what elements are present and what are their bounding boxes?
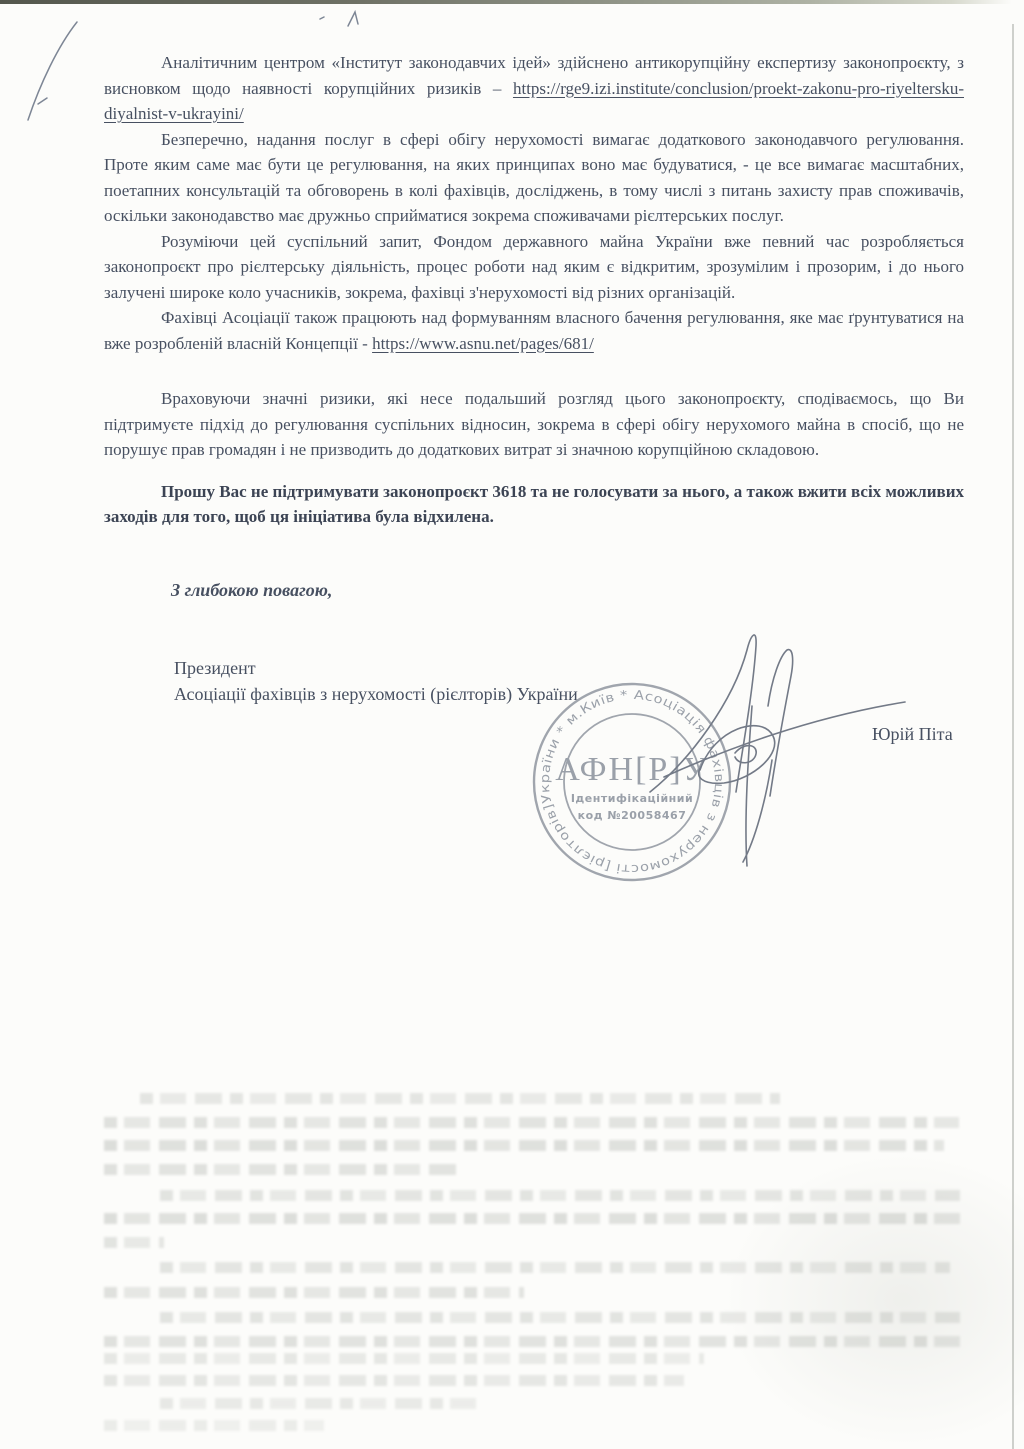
paragraph-association-text: Фахівці Асоціації також працюють над формуванням власного бачення регулювання, яке має ґрунтуватися на вже розробленій власній Концепції - [104,308,964,353]
scan-top-edge-artifact [0,0,1012,4]
concept-url-link: https://www.asnu.net/pages/681/ [372,333,594,353]
paragraph-analysis [104,50,964,127]
bleed-through-line [160,1262,950,1273]
bleed-through-line [160,1312,960,1323]
signature-stroke-innerloop [735,746,756,763]
stamp-acronym: АФН[Р]У [555,751,709,788]
letter-body [104,50,964,707]
paragraph-association-concept [104,305,964,356]
bleed-through-line [104,1237,164,1248]
bleed-through-line [104,1420,324,1431]
paragraph-analysis-text: Аналітичним центром «Інститут законодавчих ідей» здійснено антикорупційну експертизу законопроєкту, з висновком щодо наявності корупційних ризиків – [104,53,964,98]
bleed-through-line [104,1213,962,1224]
bleed-through-line [160,1398,480,1409]
paragraph-request-bold: Прошу Вас не підтримувати законопроєкт 3618 та не голосувати за нього, а також вжити всіх можливих заходів для того, щоб ця ініціатива була відхилена. [104,481,964,526]
paragraph-fund-draft: Розуміючи цей суспільний запит, Фондом державного майна України вже певний час розробляється законопроєкт про рієлтерську діяльність, процес роботи над яким є відкритим, зрозумілим і прозорим, і до нього залучені широке коло учасників, зокрема, фахівці з'нерухомості від різних організацій. [104,231,964,302]
pen-caret-mark [348,12,358,26]
signer-name: Юрій Піта [872,724,953,744]
bleed-through-line [104,1164,464,1175]
conclusion-url-link: https://rge9.izi.institute/conclusion/proekt-zakonu-pro-riyeltersku-diyalnist-v-ukrayini/ [104,78,964,123]
signature-stroke-tail1 [746,706,752,866]
bleed-through-line [104,1117,959,1128]
bleed-through-line [104,1375,684,1386]
association-round-stamp [528,678,736,886]
bleed-through-line [104,1140,944,1151]
bleed-through-line [104,1287,524,1298]
bleed-through-line [104,1353,704,1364]
signer-title-line2: Асоціації фахівців з нерухомості (рієлторів) України [174,684,578,704]
bleed-through-line [140,1093,780,1104]
paragraph-risks: Враховуючи значні ризики, які несе подальший розгляд цього законопроєкту, сподіваємось, що Ви підтримуєте підхід до регулювання суспільних відносин, зокрема в сфері обігу нерухомого майна в спосіб, що не порушує прав громадян і не призводить до додаткових витрат зі значною корупційною складовою. [104,389,964,459]
stamp-id-code: код №20058467 [577,809,687,822]
pen-stroke-tick [38,98,47,104]
pen-dot-mark [320,17,324,19]
stamp-id-label: Ідентифікаційний [570,792,694,805]
pen-stroke-diagonal [28,22,77,120]
stamp-ring-text: України * м.Київ * Асоціація фахівців з нерухомості [рієлторів] [536,686,728,878]
bleed-through-line [160,1190,960,1201]
scan-right-edge-artifact [1012,24,1014,1449]
paragraph-regulation-need: Безперечно, надання послуг в сфері обігу нерухомості вимагає додаткового законодавчого регулювання. Проте яким саме має бути це регулювання, на яких принципах воно має будуватися, - це все вимагає масштабних, поетапних консультацій та обговорень в колі фахівців, досліджень, в тому числі з питань захисту прав споживачів, оскільки законодавство має дружньо сприйматися зокрема споживачами рієлтерських послуг. [104,129,964,225]
bleed-through-line [104,1336,962,1347]
signature-stroke-tail2 [743,760,772,862]
closing-salutation: З глибокою повагою, [171,579,333,600]
signer-title-line1: Президент [174,658,256,678]
